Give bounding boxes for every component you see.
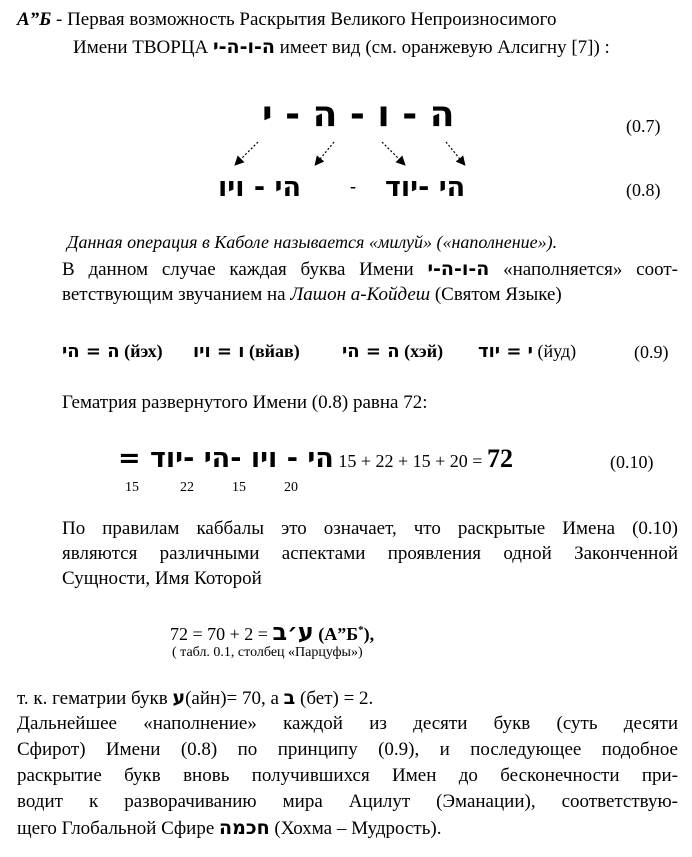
formula-0-9-item-2 (193, 341, 300, 362)
formula-0-9-item-1-hebrew: ה = הי (62, 341, 120, 362)
formula-0-10-label: (0.10) (610, 452, 654, 472)
formula-0-8-part1: הי - ויו (218, 172, 301, 203)
formula-0-8-label: (0.8) (626, 180, 661, 200)
formula-0-9-item-2-hebrew: ו = ויו (193, 341, 245, 362)
para1-line1-hebrew: ה-ו-ה-י (427, 258, 490, 280)
formula-0-9-item-3-translit: (хэй) (399, 341, 444, 361)
para1-line-2 (62, 284, 562, 306)
formula-72-hebrew: ע׳ב (272, 618, 314, 646)
formula-0-10-value-4: 20 (284, 480, 298, 495)
formula-0-7-hebrew: ה - ו - ה - י (262, 94, 455, 135)
formula-0-9-item-4 (478, 341, 576, 362)
para4-line5-pre: щего Глобальной Сфире (17, 818, 220, 839)
intro-line2-hebrew: ה-ו-ה-י (213, 36, 275, 58)
para3-pre: т. к. гематрии букв (17, 688, 173, 709)
para1-line1-post: «наполняется» соот- (489, 259, 678, 280)
intro-line2-pre: Имени ТВОРЦА (73, 37, 214, 58)
formula-0-10-value-1: 15 (125, 480, 139, 495)
intro-lead: А”Б (17, 9, 52, 30)
formula-72-pre: 72 = 70 + 2 = (170, 624, 273, 644)
intro-line1-text: - Первая возможность Раскрытия Великого Непроизносимого (51, 9, 557, 30)
intro-line2-post: имеет вид (см. оранжевую Алсигну [7]) : (274, 37, 610, 58)
formula-72 (170, 618, 374, 646)
intro-line-1 (17, 9, 681, 31)
formula-0-10-value-3: 15 (232, 480, 246, 495)
para1-line2-pre: ветствующим звучанием на (62, 284, 291, 305)
para2-line-1: По правилам каббалы это означает, что раскрытые Имена (0.10) (62, 518, 678, 539)
formula-0-9-item-4-hebrew: י = יוד (478, 341, 533, 362)
arrow-yod (446, 142, 464, 164)
formula-0-9-item-1-translit: (йэх) (119, 341, 163, 361)
formula-0-9-item-1 (62, 341, 163, 362)
formula-0-10-result: 72 (486, 444, 513, 473)
para2-line-3: Сущности, Имя Которой (62, 568, 262, 589)
formula-72-post-open: (А”Б (313, 624, 359, 644)
formula-0-10-hebrew: הי - ויו -הי -יוד = (118, 443, 334, 474)
formula-0-7-label: (0.7) (626, 116, 661, 136)
formula-0-10-value-2: 22 (180, 480, 194, 495)
para3-hebrew-ayin: ע (172, 687, 186, 709)
para3 (17, 687, 373, 710)
para4-line5-hebrew: חכמה (219, 817, 270, 839)
intro-line-2 (73, 36, 610, 59)
arrow-he-left (236, 142, 258, 164)
formula-0-9-label: (0.9) (634, 342, 669, 362)
para4-line-5 (17, 817, 441, 840)
para4-line-2: Сфирот) Имени (0.8) по принципу (0.9), и последующее подобное (17, 739, 678, 760)
formula-0-9-item-2-translit: (вйав) (244, 341, 300, 361)
formula-0-8-dash: - (350, 176, 356, 196)
operation-caption: Данная операция в Каболе называется «милуй» («наполнение»). (67, 232, 558, 252)
para4-line5-post: (Хохма – Мудрость). (269, 818, 442, 839)
para1-line2-post: (Святом Языке) (430, 284, 562, 305)
para4-line-3: раскрытие букв вновь получившихся Имен до бесконечности при- (17, 765, 678, 786)
formula-0-9-item-3-hebrew: ה = הי (342, 341, 400, 362)
para3-mid: (айн)= 70, а (185, 688, 284, 709)
para4-line-1: Дальнейшее «наполнение» каждой из десяти букв (суть десяти (17, 713, 678, 734)
para3-hebrew-bet: ב (283, 687, 296, 709)
expansion-arrows (220, 138, 490, 172)
para4-line-4: водит к разворачиванию мира Ацилут (Эманации), соответствую- (17, 791, 678, 812)
formula-0-9-item-3 (342, 341, 443, 362)
formula-72-post-close: ), (363, 624, 375, 644)
gematria-line: Гематрия развернутого Имени (0.8) равна 72: (62, 392, 428, 413)
para1-line1-pre: В данном случае каждая буква Имени (62, 259, 428, 280)
para3-post: (бет) = 2. (295, 688, 374, 709)
arrow-vav (316, 142, 334, 164)
arrow-he-right (382, 142, 404, 164)
para2-line-2: являются различными аспектами проявления одной Законченной (62, 543, 678, 564)
formula-0-10-sum: 15 + 22 + 15 + 20 = (333, 451, 487, 471)
formula-72-note: ( табл. 0.1, столбец «Парцуфы») (172, 645, 363, 660)
para1-line2-italic: Лашон а-Койдеш (290, 284, 431, 305)
formula-72-star: * (358, 624, 364, 636)
formula-0-10 (118, 443, 513, 474)
formula-0-9-item-4-translit: (йуд) (532, 341, 577, 361)
formula-0-8-part2: הי -יוד (385, 172, 466, 203)
para1-line-1 (62, 258, 678, 281)
